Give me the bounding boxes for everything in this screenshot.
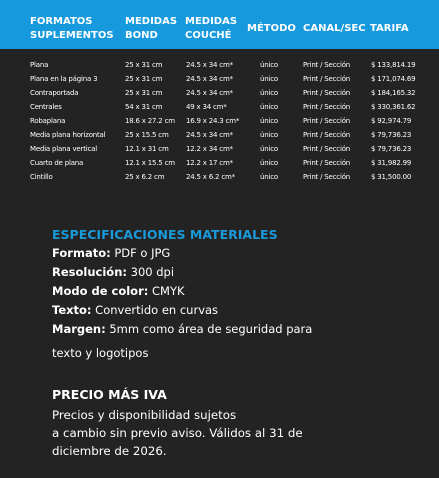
table-row <box>0 86 439 100</box>
cell-tarifa: $ 79,736.23 <box>371 145 412 153</box>
cell-medida-bond: 12.1 x 31 cm <box>125 145 169 153</box>
cell-canal: Print / Sección <box>303 89 351 97</box>
cell-canal: Print / Sección <box>303 159 351 167</box>
cell-canal: Print / Sección <box>303 173 351 181</box>
cell-tarifa: $ 184,165.32 <box>371 89 416 97</box>
table-row <box>0 100 439 114</box>
cell-canal: Print / Sección <box>303 103 351 111</box>
spec-item <box>52 263 432 282</box>
table-header <box>0 0 439 49</box>
price-title: PRECIO MÁS IVA <box>52 387 167 402</box>
cell-metodo: único <box>260 89 278 97</box>
cell-medida-bond: 25 x 6.2 cm <box>125 173 165 181</box>
header-metodo: MÉTODO <box>247 23 296 34</box>
cell-medida-couche: 24.5 x 34 cm* <box>186 89 233 97</box>
table-row <box>0 128 439 142</box>
cell-metodo: único <box>260 159 278 167</box>
spec-label: Margen: <box>52 322 106 336</box>
cell-tarifa: $ 31,982.99 <box>371 159 412 167</box>
cell-medida-bond: 25 x 31 cm <box>125 75 163 83</box>
spec-value: 5mm como área de seguridad para <box>105 322 313 336</box>
cell-formato: Cuarto de plana <box>30 159 84 167</box>
cell-medida-couche: 24.5 x 34 cm* <box>186 75 233 83</box>
header-medidas-bond: MEDIDAS BOND <box>125 16 178 41</box>
spec-value: 300 dpi <box>126 265 175 279</box>
cell-tarifa: $ 79,736.23 <box>371 131 412 139</box>
specs-title: ESPECIFICACIONES MATERIALES <box>52 227 278 242</box>
cell-medida-bond: 12.1 x 15.5 cm <box>125 159 175 167</box>
cell-medida-bond: 54 x 31 cm <box>125 103 163 111</box>
cell-tarifa: $ 171,074.69 <box>371 75 416 83</box>
table-row <box>0 114 439 128</box>
cell-metodo: único <box>260 75 278 83</box>
cell-canal: Print / Sección <box>303 131 351 139</box>
cell-medida-bond: 25 x 15.5 cm <box>125 131 169 139</box>
cell-metodo: único <box>260 61 278 69</box>
cell-tarifa: $ 31,500.00 <box>371 173 412 181</box>
header-tarifa: TARIFA <box>370 23 409 34</box>
cell-medida-couche: 12.2 x 34 cm* <box>186 145 233 153</box>
cell-metodo: único <box>260 145 278 153</box>
spec-label: Formato: <box>52 246 111 260</box>
cell-medida-couche: 24.5 x 34 cm* <box>186 61 233 69</box>
cell-medida-couche: 12.2 x 17 cm* <box>186 159 233 167</box>
spec-label: Texto: <box>52 303 92 317</box>
cell-medida-couche: 24.5 x 6.2 cm* <box>186 173 235 181</box>
cell-canal: Print / Sección <box>303 145 351 153</box>
cell-formato: Plana en la página 3 <box>30 75 98 83</box>
cell-canal: Print / Sección <box>303 75 351 83</box>
spec-value: Convertido en curvas <box>91 303 219 317</box>
price-section <box>52 386 432 460</box>
table-row <box>0 142 439 156</box>
header-medidas-couche: MEDIDAS COUCHÉ <box>185 16 238 41</box>
cell-formato: Media plana vertical <box>30 145 97 153</box>
spec-item <box>52 301 432 320</box>
cell-formato: Robaplana <box>30 117 66 125</box>
cell-medida-couche: 16.9 x 24.3 cm* <box>186 117 240 125</box>
cell-formato: Media plana horizontal <box>30 131 106 139</box>
price-text: Precios y disponibilidad sujetos a cambio sin previo aviso. Válidos al 31 de diciembre de 2026. <box>52 408 303 458</box>
spec-item <box>52 244 432 263</box>
table-row <box>0 170 439 184</box>
spec-label: Modo de color: <box>52 284 149 298</box>
spec-item <box>52 282 432 301</box>
specs-section <box>52 226 432 363</box>
table-row <box>0 58 439 72</box>
spec-value: PDF o JPG <box>110 246 171 260</box>
specs-list <box>52 244 432 339</box>
cell-metodo: único <box>260 117 278 125</box>
table-row <box>0 156 439 170</box>
table-row <box>0 72 439 86</box>
cell-medida-bond: 25 x 31 cm <box>125 89 163 97</box>
cell-formato: Contraportada <box>30 89 79 97</box>
header-canal: CANAL/SEC <box>303 23 366 34</box>
cell-formato: Plana <box>30 61 49 69</box>
cell-tarifa: $ 330,361.62 <box>371 103 416 111</box>
cell-formato: Centrales <box>30 103 62 111</box>
spec-item <box>52 320 432 339</box>
cell-formato: Cintillo <box>30 173 53 181</box>
cell-medida-bond: 18.6 x 27.2 cm <box>125 117 175 125</box>
cell-metodo: único <box>260 131 278 139</box>
cell-medida-couche: 24.5 x 34 cm* <box>186 131 233 139</box>
cell-metodo: único <box>260 103 278 111</box>
cell-metodo: único <box>260 173 278 181</box>
cell-tarifa: $ 133,814.19 <box>371 61 416 69</box>
spec-value: CMYK <box>148 284 185 298</box>
header-formatos: FORMATOS SUPLEMENTOS <box>30 16 114 41</box>
cell-canal: Print / Sección <box>303 117 351 125</box>
spec-label: Resolución: <box>52 265 127 279</box>
cell-canal: Print / Sección <box>303 61 351 69</box>
cell-medida-bond: 25 x 31 cm <box>125 61 163 69</box>
spec-continuation: texto y logotipos <box>52 346 149 360</box>
cell-tarifa: $ 92,974.79 <box>371 117 412 125</box>
cell-medida-couche: 49 x 34 cm* <box>186 103 227 111</box>
